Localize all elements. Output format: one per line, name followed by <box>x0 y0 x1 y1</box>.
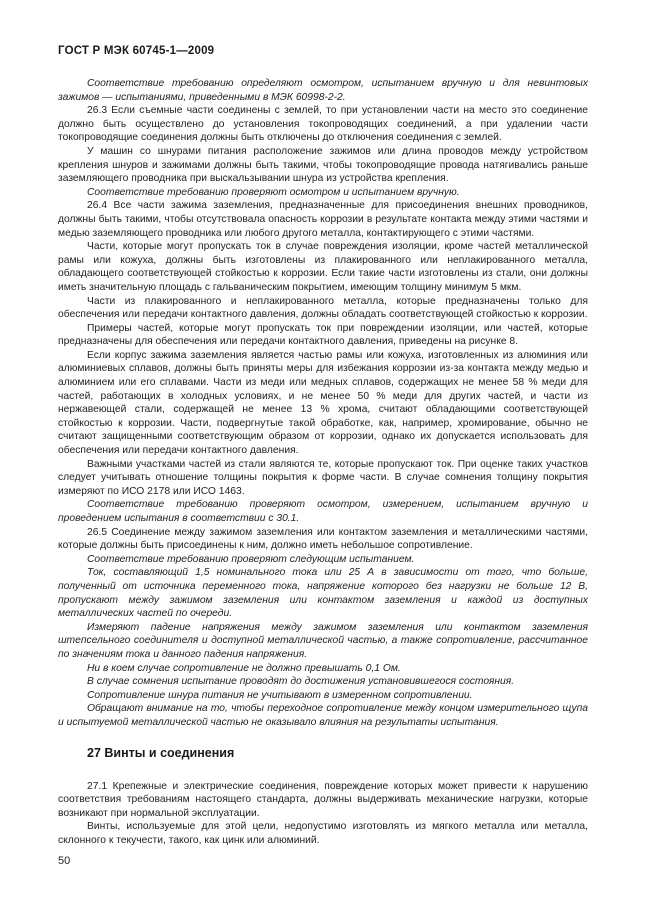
document-body <box>58 77 588 847</box>
paragraph: Ни в коем случае сопротивление не должно превышать 0,1 Ом. <box>87 662 401 674</box>
paragraph: В случае сомнения испытание проводят до достижения установившегося состояния. <box>87 676 515 688</box>
paragraph: Обращают внимание на то, чтобы переходное сопротивление между концом измерительного щупа и испытуемой металлической частью не оказывало влияния на результаты испытания. <box>58 703 588 728</box>
section-heading: 27 Винты и соединения <box>87 745 235 760</box>
paragraph: У машин со шнурами питания расположение зажимов или длина проводов между устройством крепления шнуров и зажимами должны быть такими, чтобы токопроводящие провода натягивались раньше заземляющего проводника при выскальзывании шнура из устройства крепления. <box>58 145 588 185</box>
paragraph: 27.1 Крепежные и электрические соединения, повреждение которых может привести к нарушению соответствия требованиям настоящего стандарта, должны выдерживать механические нагрузки, которые возникают при нормальной эксплуатации. <box>58 780 588 819</box>
paragraph: Важными участками частей из стали являются те, которые пропускают ток. При оценке таких участков следует учитывать отношение толщины покрытия к форме части. В случае сомнения толщину покрытия измеряют по ИСО 2178 или ИСО 1463. <box>58 458 588 497</box>
paragraph: Соответствие требованию проверяют осмотром, измерением, испытанием вручную и проведением испытания в соответствии с 30.1. <box>58 499 588 524</box>
paragraph: Если корпус зажима заземления является частью рамы или кожуха, изготовленных из алюминия или алюминиевых сплавов, должны быть приняты меры для избежания коррозии из-за контакта между медью и алюминием или его сплавами. Части из меди или медных сплавов, содержащих не менее 58 % меди для частей, работающих в холодных условиях, и не менее 50 % меди для других частей, и части из нержавеющей стали, содержащей не менее 13 % хрома, считают обладающими соответствующей стойкостью к коррозии. Части, подвергнутые такой обработке, как, например, хромирование, обычно не считают защищенными соответствующим образом от коррозии, однако их допускается использовать для обеспечения или передачи контактного давления. <box>58 349 588 457</box>
paragraph: Соответствие требованию определяют осмотром, испытанием вручную и для невинтовых зажимов — испытаниями, приведенными в МЭК 60998-2-2. <box>58 78 588 103</box>
paragraph: 26.3 Если съемные части соединены с землей, то при установлении части на место это соединение должно быть осуществлено до установления токопроводящих соединений, а при удалении части токопроводящие соединения должны быть отключены до отключения соединения с землей. <box>58 105 588 144</box>
paragraph: Сопротивление шнура питания не учитывают в измеренном сопротивлении. <box>87 689 473 701</box>
paragraph: Ток, составляющий 1,5 номинального тока или 25 А в зависимости от того, что больше, полученный от источника переменного тока, напряжение которого без нагрузки не больше 12 В, пропускают между зажимом заземления или контактом заземления и каждой из доступных металлических частей по очереди. <box>58 567 588 620</box>
page-number: 50 <box>58 855 71 867</box>
paragraph: Винты, используемые для этой цели, недопустимо изготовлять из мягкого металла или металла, склонного к текучести, такого, как цинк или алюминий. <box>58 821 588 846</box>
paragraph: Соответствие требованию проверяют следующим испытанием. <box>87 553 415 565</box>
paragraph: 26.5 Соединение между зажимом заземления или контактом заземления и металлическими частями, которые должны быть присоединены к ним, должно иметь небольшое сопротивление. <box>58 526 588 552</box>
document-header: ГОСТ Р МЭК 60745-1—2009 <box>58 45 215 57</box>
paragraph: Части, которые могут пропускать ток в случае повреждения изоляции, кроме частей металлической рамы или кожуха, должны быть изготовлены из плакированного или неплакированного металла, обладающего соответствующей стойкостью к коррозии. Если такие части изготовлены из стали, они должны иметь значительную площадь с гальваническим покрытием, имеющим толщину минимум 5 мкм. <box>58 241 588 293</box>
paragraph: Соответствие требованию проверяют осмотром и испытанием вручную. <box>87 186 460 198</box>
paragraph: Части из плакированного и неплакированного металла, которые предназначены только для обеспечения или передачи контактного давления, должны обладать соответствующей стойкостью к коррозии. <box>58 295 588 321</box>
paragraph: 26.4 Все части зажима заземления, предназначенные для присоединения внешних проводников, должны быть такими, чтобы отсутствовала опасность коррозии в результате контакта между этими частями и медью заземляющего проводника или любого другого металла, контактирующего с этими частями. <box>58 200 588 239</box>
paragraph: Примеры частей, которые могут пропускать ток при повреждении изоляции, или частей, которые предназначены для обеспечения или передачи контактного давления, приведены на рисунке 8. <box>58 322 588 348</box>
paragraph: Измеряют падение напряжения между зажимом заземления или контактом заземления штепсельного соединителя и доступной металлической частью, а также сопротивление, рассчитанное по значениям тока и данного падения напряжения. <box>58 621 588 660</box>
